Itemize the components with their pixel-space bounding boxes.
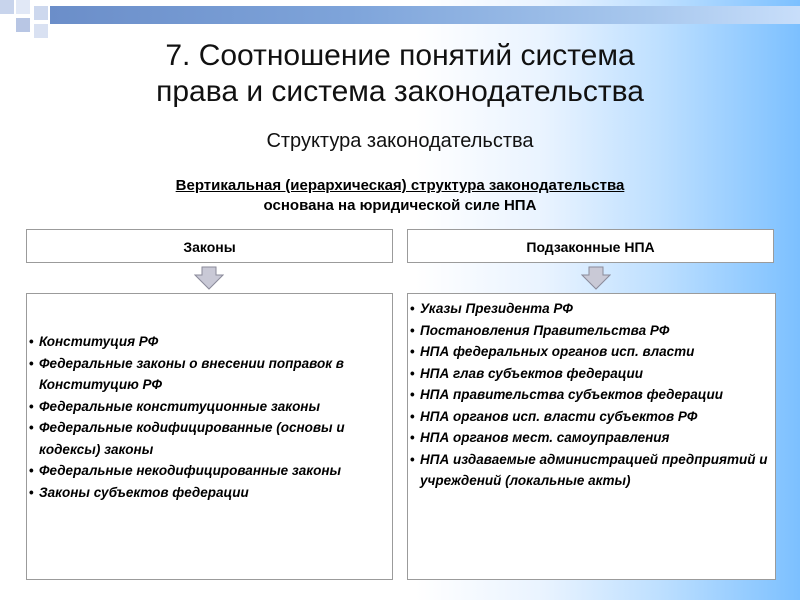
title-line-2: права и система законодательства <box>156 75 644 108</box>
header-band <box>50 6 800 24</box>
list-item: • Постановления Правительства РФ <box>410 320 769 342</box>
list-item: • Конституция РФ <box>29 331 386 353</box>
list-item: • НПА издаваемые администрацией предприятий и учреждений (локальные акты) <box>410 449 769 492</box>
slide-title <box>0 38 800 110</box>
down-arrow-icon <box>581 266 611 290</box>
heading-line-1: Вертикальная (иерархическая) структура законодательства <box>175 177 625 194</box>
list-item: • Федеральные конституционные законы <box>29 396 386 418</box>
list-item: • Законы субъектов федерации <box>29 482 386 504</box>
list-item: • НПА федеральных органов исп. власти <box>410 341 769 363</box>
list-item: • Федеральные законы о внесении поправок в Конституцию РФ <box>29 353 386 396</box>
bylaws-header: Подзаконные НПА <box>407 229 774 263</box>
decor-square <box>16 18 30 32</box>
laws-header: Законы <box>26 229 393 263</box>
list-item: • НПА органов мест. самоуправления <box>410 427 769 449</box>
decor-square <box>34 24 48 38</box>
list-item: • НПА правительства субъектов федерации <box>410 384 769 406</box>
heading-line-2: основана на юридической силе НПА <box>263 197 537 214</box>
title-line-1: 7. Соотношение понятий система <box>165 39 635 72</box>
list-item: • НПА органов исп. власти субъектов РФ <box>410 406 769 428</box>
decor-square <box>34 6 48 20</box>
bylaws-list <box>410 298 769 492</box>
list-item: • Федеральные некодифицированные законы <box>29 460 386 482</box>
list-item: • Федеральные кодифицированные (основы и кодексы) законы <box>29 417 386 460</box>
laws-list-box <box>26 293 393 580</box>
bylaws-list-box <box>407 293 776 580</box>
decor-square <box>16 0 30 14</box>
list-item: • НПА глав субъектов федерации <box>410 363 769 385</box>
slide-subtitle: Структура законодательства <box>266 130 534 152</box>
list-item: • Указы Президента РФ <box>410 298 769 320</box>
laws-list <box>29 331 386 503</box>
down-arrow-icon <box>194 266 224 290</box>
decor-square <box>0 0 14 14</box>
structure-heading <box>0 176 800 216</box>
